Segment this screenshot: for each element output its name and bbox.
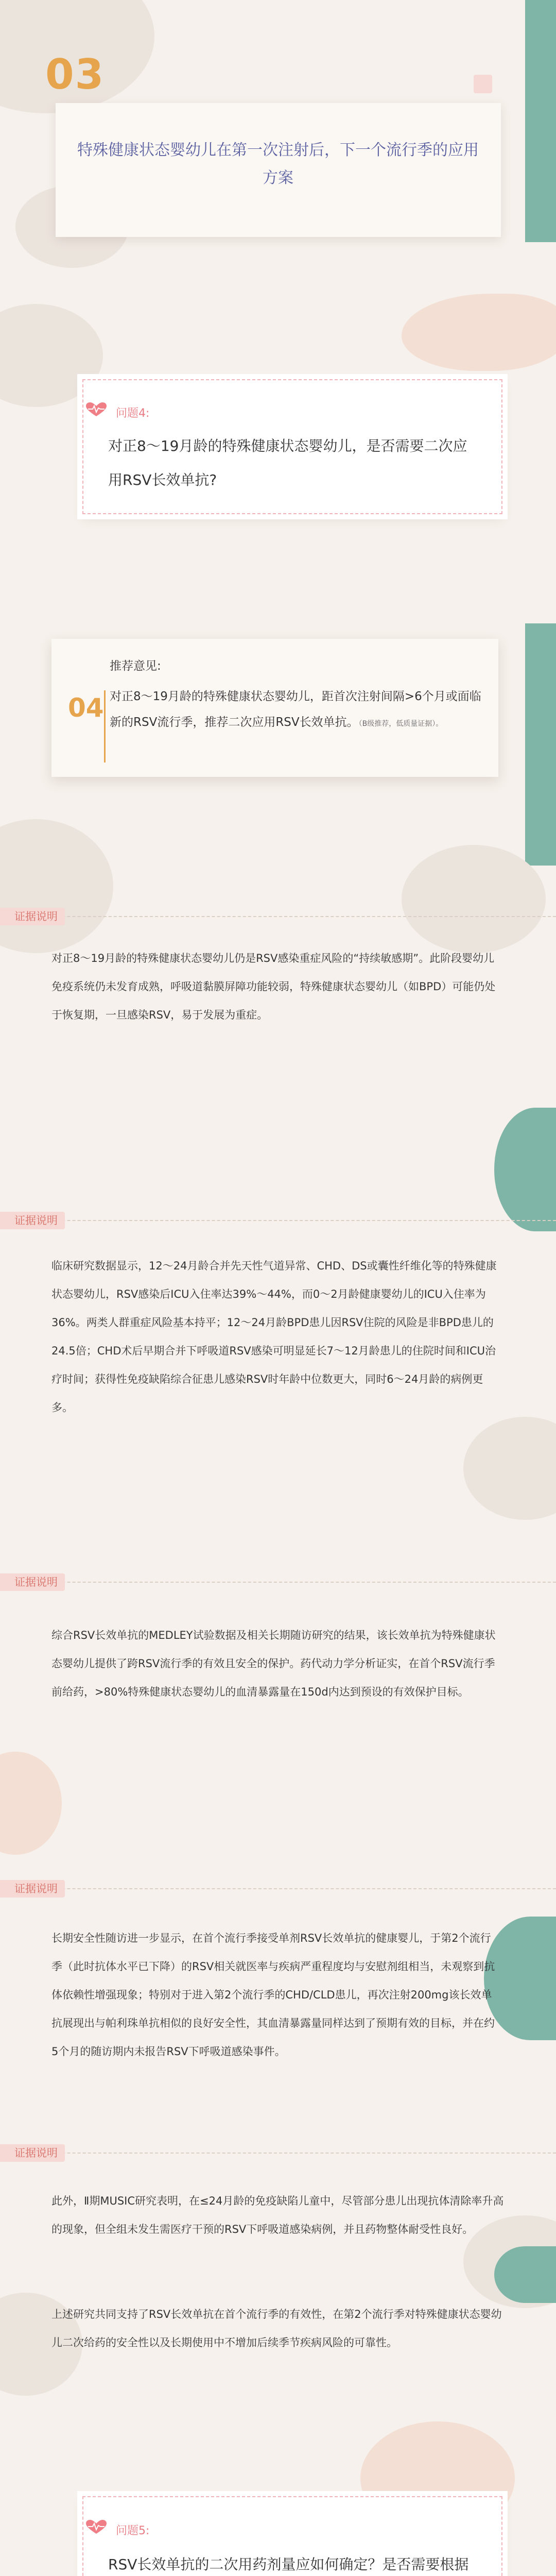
decor-pale-blob [0,819,113,953]
evidence-tag: 证据说明 [0,2144,65,2162]
evidence-tag: 证据说明 [0,1212,65,1229]
heart-pulse-icon [85,402,108,417]
decor-teal-leaf [494,1108,556,1231]
evidence-text: 长期安全性随访进一步显示，在首个流行季接受单剂RSV长效单抗的健康婴儿，于第2个流行季（此时抗体水平已下降）的RSV相关就医率与疾病严重程度均与安慰剂组相当，未观察到抗体依赖性增强现象；特别对于进入第2个流行季的CHD/CLD患儿，再次注射200mg该长效单抗展现出与帕利珠单抗相似的良好安全性，其血清暴露量同样达到了预期有效的目标，并在约5个月的随访期内未报告RSV下呼吸道感染事件。 [51,1932,495,2058]
decor-teal-leaf [494,2246,556,2303]
decor-pale-blob [402,845,546,953]
recommendation-title: 推荐意见: [110,659,161,673]
recommendation-grade: （B级推荐，低质量证据）。 [358,720,443,728]
divider [0,916,556,917]
decor-peach-blob [402,294,556,371]
decor-pale-blob [463,1417,556,1520]
divider [0,1582,556,1583]
section-title: 特殊健康状态婴幼儿在第一次注射后，下一个流行季的应用方案 [77,141,479,187]
question-label: 问题5: [116,2524,150,2537]
recommendation-body: 对正8～19月龄的特殊健康状态婴幼儿，距首次注射间隔>6个月或面临新的RSV流行季，推荐二次应用RSV长效单抗。 [110,690,481,729]
divider [0,2153,556,2154]
evidence-text: 综合RSV长效单抗的MEDLEY试验数据及相关长期随访研究的结果，该长效单抗为特殊健康状态婴幼儿提供了跨RSV流行季的有效且安全的保护。药代动力学分析证实，在首个RSV流行季前给药，>80%特殊健康状态婴幼儿的血清暴露量在150d内达到预设的有效保护目标。 [51,1629,496,1698]
decor-teal-strip [525,623,556,866]
evidence-tag: 证据说明 [0,1573,65,1591]
heart-pulse-icon [85,2519,108,2535]
evidence-text: 临床研究数据显示，12～24月龄合并先天性气道异常、CHD、DS或囊性纤维化等的特殊健康状态婴幼儿，RSV感染后ICU入住率达39%～44%，而0～2月龄健康婴幼儿的ICU入住率为36%。两类人群重症风险基本持平；12～24月龄BPD患儿因RSV住院的风险是非BPD患儿的24.5倍；CHD术后早期合并下呼吸道RSV感染可明显延长7～12月龄患儿的住院时间和ICU治疗时间；获得性免疫缺陷综合征患儿感染RSV时年龄中位数更大，同时6～24月龄的病例更多。 [51,1260,497,1414]
recommendation-text [110,684,491,737]
evidence-tag: 证据说明 [0,1880,65,1897]
question-text: RSV长效单抗的二次用药剂量应如何确定？是否需要根据 [108,2556,469,2573]
evidence-text-conclusion: 上述研究共同支持了RSV长效单抗在首个流行季的有效性，在第2个流行季对特殊健康状态婴幼儿二次给药的安全性以及长期使用中不增加后续季节疾病风险的可靠性。 [51,2308,502,2349]
question-text: 对正8～19月龄的特殊健康状态婴幼儿，是否需要二次应用RSV长效单抗? [108,437,467,488]
divider [0,1220,556,1221]
recommendation-number: 04 [68,693,104,723]
evidence-tag: 证据说明 [0,908,65,925]
evidence-text: 此外，Ⅱ期MUSIC研究表明，在≤24月龄的免疫缺陷儿童中，尽管部分患儿出现抗体清除率升高的现象，但全组未发生需医疗干预的RSV下呼吸道感染病例，并且药物整体耐受性良好。 [51,2195,504,2235]
divider [0,1888,556,1889]
evidence-text: 对正8～19月龄的特殊健康状态婴幼儿仍是RSV感染重症风险的“持续敏感期”。此阶段婴幼儿免疫系统仍未发育成熟，呼吸道黏膜屏障功能较弱，特殊健康状态婴幼儿（如BPD）可能仍处于恢复期，一旦感染RSV，易于发展为重症。 [51,952,496,1021]
header-corner-icon [474,75,492,93]
decor-teal-strip [525,0,556,242]
decor-peach-blob [0,1752,62,1855]
section-number: 03 [45,50,105,98]
question-label: 问题4: [116,407,150,420]
recommendation-divider [104,690,106,762]
